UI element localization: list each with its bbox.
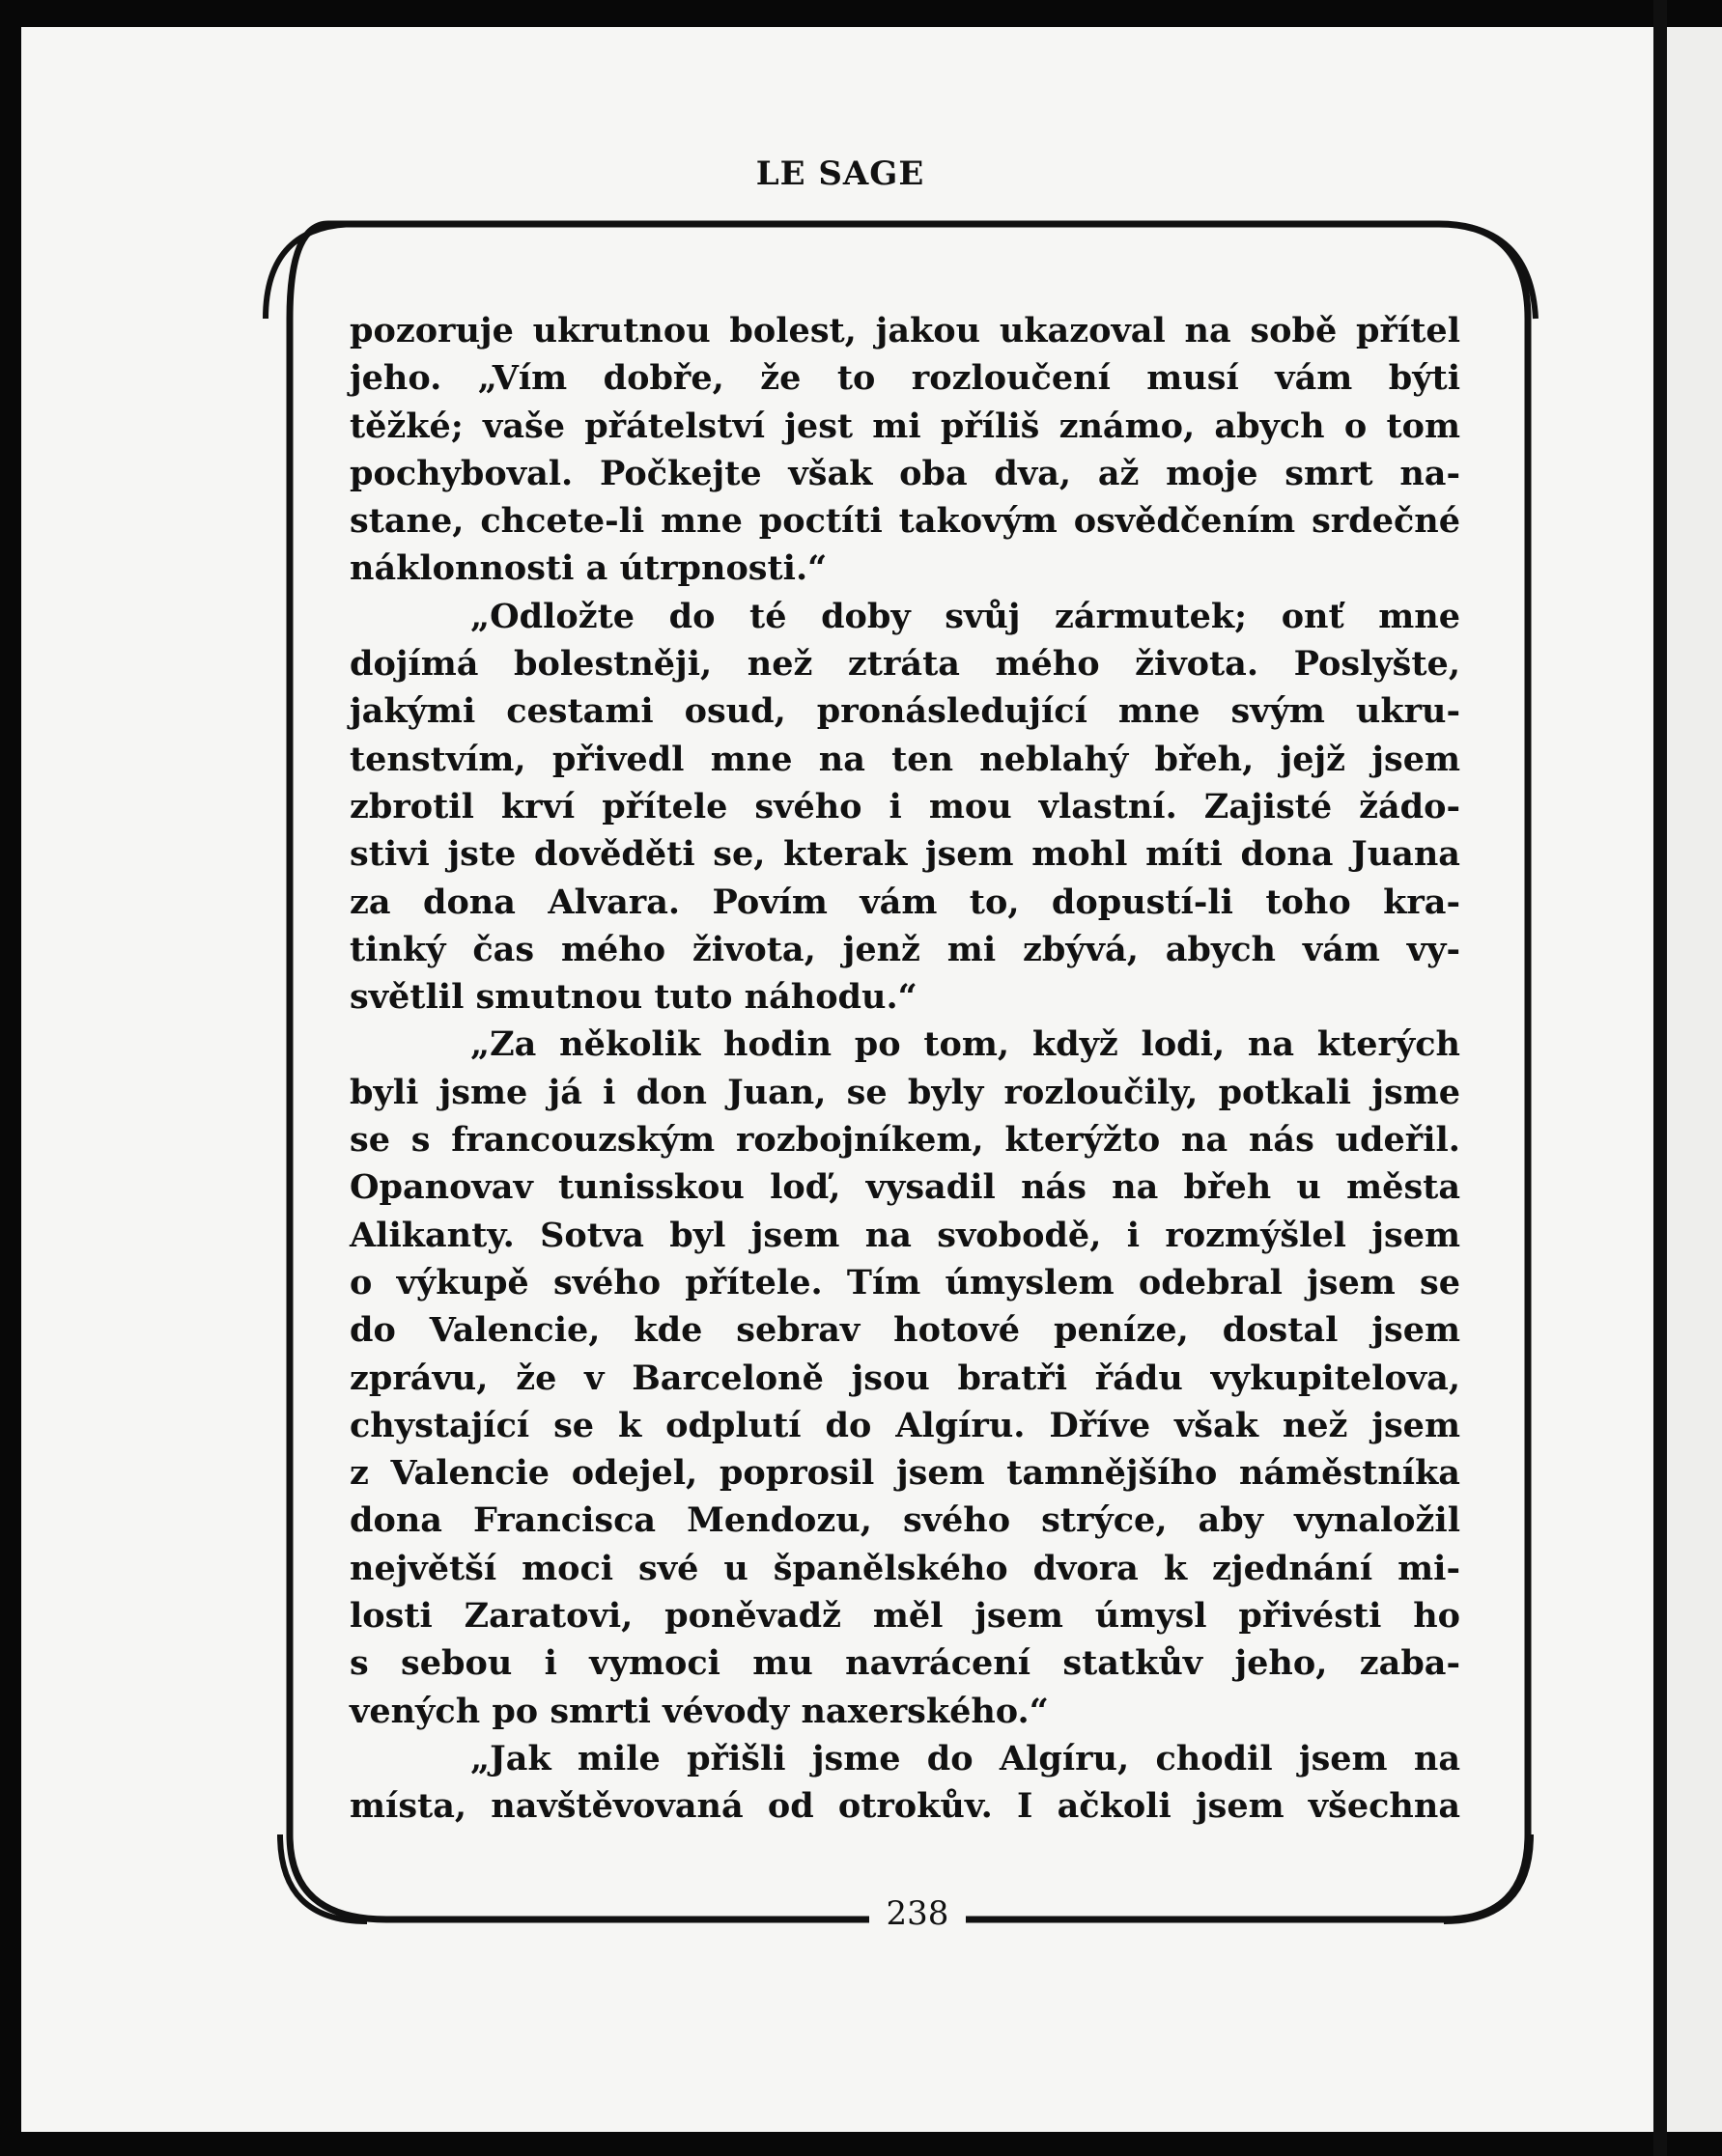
text-line: Opanovav tunisskou loď, vysadil nás na břeh u města bbox=[350, 1167, 1460, 1208]
text-line: s sebou i vymoci mu navrácení statkův jeho, zaba- bbox=[350, 1643, 1460, 1684]
text-line: místa, navštěvovaná od otrokův. I ačkoli jsem všechna bbox=[350, 1786, 1460, 1827]
text-line: zbrotil krví přítele svého i mou vlastní. Zajisté žádo- bbox=[350, 786, 1460, 826]
text-line: tenstvím, přivedl mne na ten neblahý břeh, jejž jsem bbox=[350, 739, 1460, 779]
text-line: těžké; vaše přátelství jest mi příliš známo, abych o tom bbox=[350, 406, 1460, 446]
text-line: „Odložte do té doby svůj zármutek; onť mne bbox=[470, 596, 1460, 636]
text-line: dona Francisca Mendozu, svého strýce, aby vynaložil bbox=[350, 1500, 1460, 1541]
text-line: dojímá bolestněji, než ztráta mého života. Poslyšte, bbox=[350, 644, 1460, 685]
text-line: „Za několik hodin po tom, když lodi, na kterých bbox=[470, 1024, 1460, 1065]
text-line: největší moci své u španělského dvora k zjednání mi- bbox=[350, 1548, 1460, 1588]
text-line: stivi jste dověděti se, kterak jsem mohl míti dona Juana bbox=[350, 834, 1460, 875]
text-line: „Jak mile přišli jsme do Algíru, chodil jsem na bbox=[470, 1738, 1460, 1778]
text-line: losti Zaratovi, poněvadž měl jsem úmysl přivésti ho bbox=[350, 1596, 1460, 1637]
text-line: tinký čas mého života, jenž mi zbývá, abych vám vy- bbox=[350, 929, 1460, 969]
text-line: pozoruje ukrutnou bolest, jakou ukazoval na sobě přítel bbox=[350, 311, 1460, 350]
text-line: jakými cestami osud, pronásledující mne svým ukru- bbox=[350, 691, 1460, 732]
text-line: za dona Alvara. Povím vám to, dopustí-li toho kra- bbox=[350, 882, 1460, 922]
text-line: náklonnosti a útrpnosti.“ bbox=[350, 548, 828, 589]
running-head: LE SAGE bbox=[755, 154, 925, 193]
text-line: o výkupě svého přítele. Tím úmyslem odebral jsem se bbox=[350, 1262, 1460, 1302]
text-line: vených po smrti vévody naxerského.“ bbox=[350, 1691, 1049, 1731]
text-line: stane, chcete-li mne poctíti takovým osvědčením srdečné bbox=[350, 501, 1460, 542]
text-line: světlil smutnou tuto náhodu.“ bbox=[350, 977, 917, 1018]
text-line: byli jsme já i don Juan, se byly rozloučily, potkali jsme bbox=[350, 1072, 1460, 1112]
text-line: z Valencie odejel, poprosil jsem tamnějšího náměstníka bbox=[350, 1453, 1460, 1494]
text-line: jeho. „Vím dobře, že to rozloučení musí vám býti bbox=[350, 358, 1460, 399]
text-line: do Valencie, kde sebrav hotové peníze, dostal jsem bbox=[350, 1310, 1460, 1351]
frame-corner-outer-top-left bbox=[266, 224, 357, 319]
text-line: pochyboval. Počkejte však oba dva, až moje smrt na- bbox=[350, 453, 1460, 493]
text-line: se s francouzským rozbojníkem, kterýžto na nás udeřil. bbox=[350, 1120, 1460, 1161]
body-text bbox=[350, 307, 1460, 1831]
page-number: 238 bbox=[869, 1894, 966, 1933]
text-line: zprávu, že v Barceloně jsou bratři řádu vykupitelova, bbox=[350, 1358, 1460, 1398]
text-line: Alikanty. Sotva byl jsem na svobodě, i rozmýšlel jsem bbox=[350, 1215, 1460, 1255]
text-line: chystající se k odplutí do Algíru. Dříve však než jsem bbox=[350, 1405, 1460, 1445]
